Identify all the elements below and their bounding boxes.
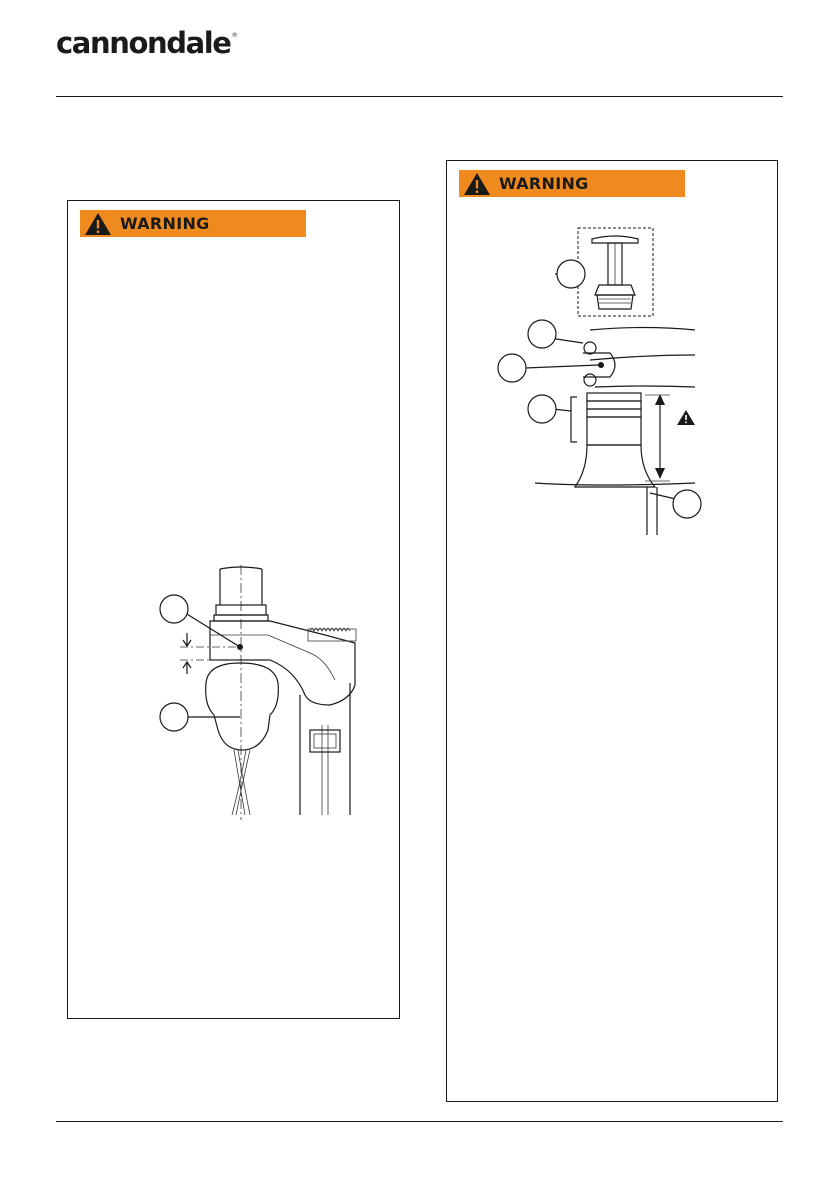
brand-logo <box>56 26 238 60</box>
left-warning-banner <box>80 210 306 237</box>
header-rule <box>56 96 783 97</box>
warning-triangle-icon <box>84 212 112 236</box>
warning-triangle-icon <box>463 172 491 196</box>
footer-rule <box>56 1121 783 1122</box>
fork-crown-illustration <box>150 565 360 820</box>
trademark-mark: ® <box>231 32 238 39</box>
right-warning-banner <box>459 170 685 197</box>
brand-name: cannondale <box>56 26 231 60</box>
stem-spacer-illustration <box>495 225 715 540</box>
left-warning-label: WARNING <box>120 214 210 233</box>
right-warning-label: WARNING <box>499 174 589 193</box>
